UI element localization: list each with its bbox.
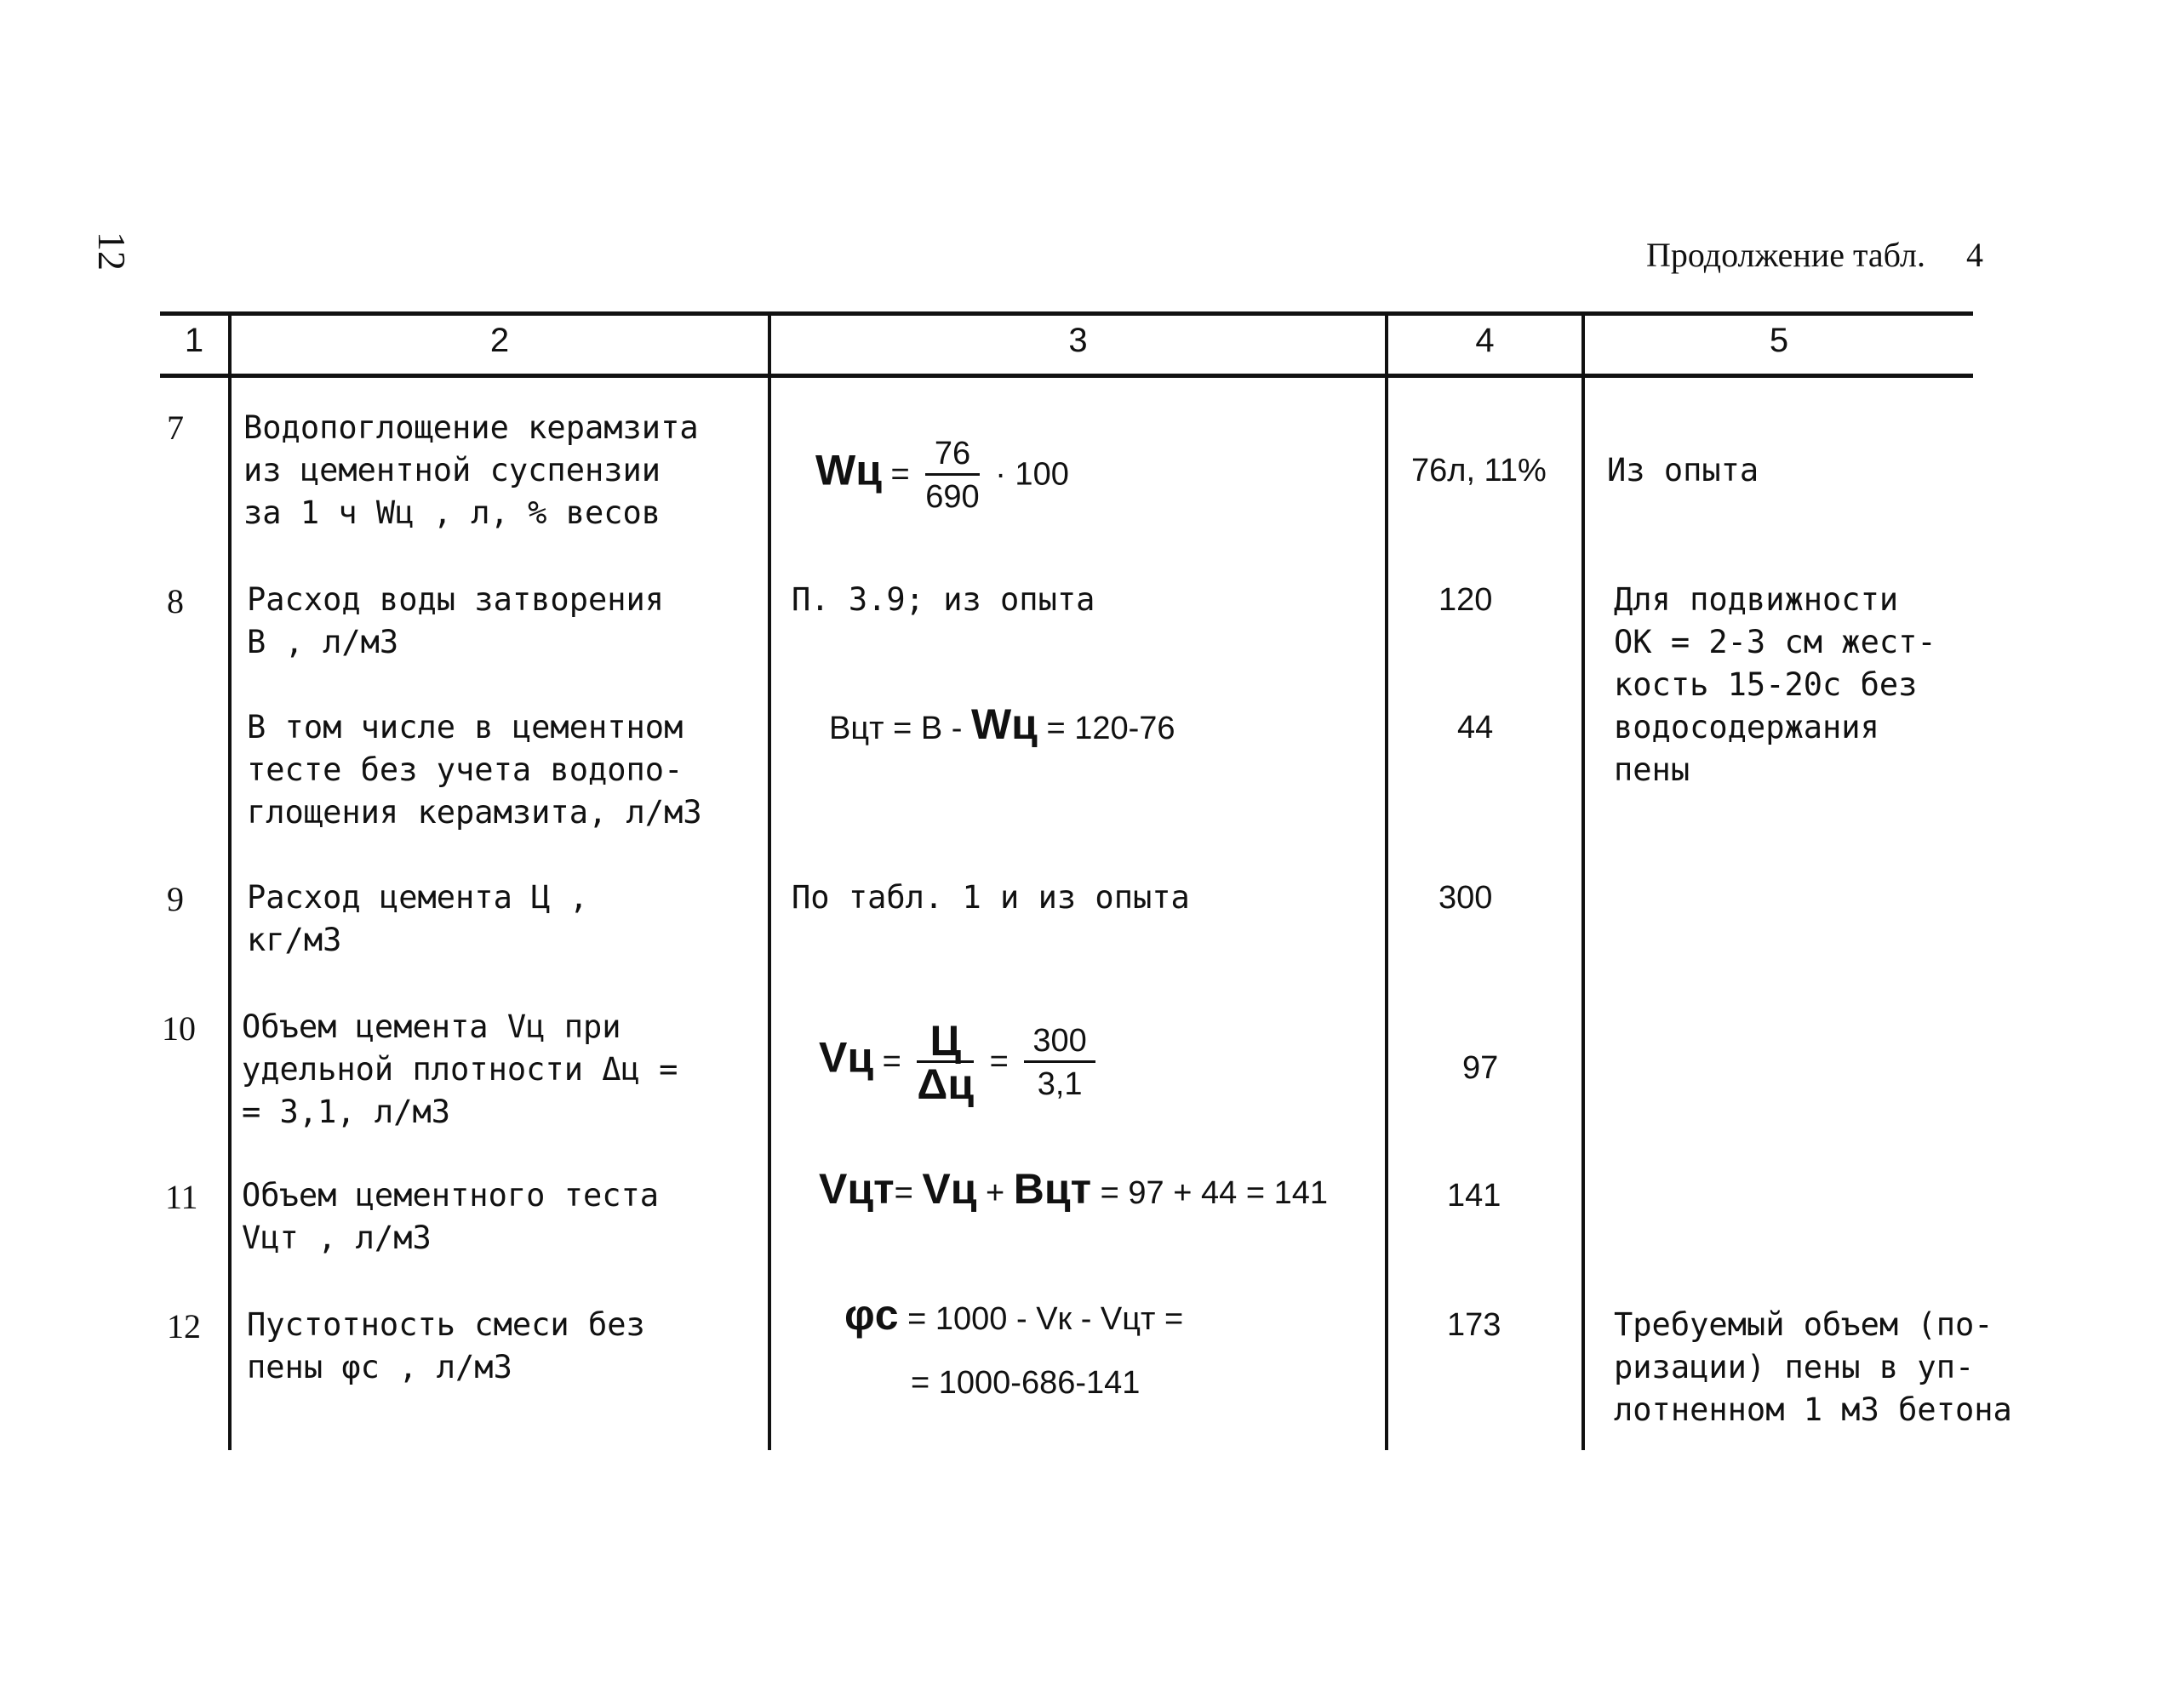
formula-v: Vц (922, 1165, 977, 1213)
page-number: 12 (90, 231, 134, 271)
row-number: 10 (162, 1009, 196, 1048)
row-value: 120 (1438, 582, 1493, 618)
formula-lhs: Vцт (819, 1165, 895, 1213)
fraction-denominator: Δц (917, 1060, 975, 1108)
row-formula: По табл. 1 и из опыта (792, 879, 1190, 916)
formula-lhs: Вцт (829, 711, 884, 746)
row-formula (819, 1165, 1328, 1214)
table-continuation-caption (1646, 235, 1983, 275)
row-number: 11 (165, 1178, 198, 1216)
row-formula (829, 700, 1175, 750)
formula-rest: = 97 + 44 = 141 (1100, 1175, 1328, 1211)
formula-b: Вцт (1013, 1165, 1092, 1213)
row-value: 300 (1438, 880, 1493, 916)
row-formula: Wц = $\frac{76}{690}$ · 100 (815, 434, 1069, 518)
continuation-label: Продолжение табл. (1646, 236, 1925, 274)
formula-lhs: Vц (819, 1033, 874, 1082)
row-number: 12 (167, 1307, 201, 1345)
formula-tail: · 100 (995, 456, 1069, 493)
formula-rest: = 1000 - Vк - Vцт = (907, 1301, 1184, 1337)
formula-w: Wц (970, 700, 1038, 748)
row-description: Объем цемента Vц при удельной плотности Δц = = 3,1, л/м3 (242, 1008, 678, 1130)
table-header-rule (160, 374, 1973, 378)
row-formula (844, 1291, 1184, 1340)
row-value: 141 (1447, 1178, 1501, 1214)
formula-lhs: φс (844, 1291, 899, 1339)
table-number: 4 (1966, 236, 1983, 274)
table-top-rule (160, 311, 1973, 316)
formula-eq: = (894, 1175, 913, 1211)
formula-part: = 120-76 (1046, 711, 1175, 746)
fraction-numerator: 76 (925, 434, 979, 476)
fraction-numerator: 300 (1024, 1021, 1095, 1063)
row-description: Расход воды затворения В , л/м3 (247, 581, 665, 660)
fraction-numerator: Ц (917, 1021, 974, 1063)
row-number: 9 (167, 880, 184, 918)
row-note: Для подвижности ОК = 2-3 см жест- кость 15-20с без водосодержания пены (1614, 581, 1936, 788)
column-divider-1 (228, 315, 232, 1450)
row-value: 76л, 11% (1411, 453, 1547, 488)
row-value: 173 (1447, 1307, 1501, 1343)
row-note: Из опыта (1607, 452, 1759, 488)
row-value: 44 (1457, 710, 1494, 745)
row-formula: Vц = $\frac{Ц}{\Delta ц}$ = $\frac{300}{3,1}$ (819, 1021, 1102, 1105)
row-value: 97 (1462, 1050, 1499, 1086)
fraction-denominator: 3,1 (1037, 1066, 1083, 1102)
row-description: Расход цемента Ц , кг/м3 (247, 879, 588, 958)
header-col-3: 3 (1068, 322, 1088, 359)
header-col-4: 4 (1475, 322, 1495, 359)
row-description: Пустотность смеси без пены φс , л/м3 (247, 1306, 645, 1385)
fraction (917, 1017, 975, 1108)
row-description: В том числе в цементном тесте без учета водопо- глощения керамзита, л/м3 (247, 709, 702, 831)
header-col-2: 2 (489, 322, 510, 359)
formula-plus: + (986, 1175, 1005, 1211)
formula-part: = В - (893, 711, 963, 746)
header-col-1: 1 (184, 322, 204, 359)
column-divider-2 (768, 315, 771, 1450)
row-formula: П. 3.9; из опыта (792, 581, 1095, 618)
fraction (1024, 1021, 1095, 1105)
row-description: Водопоглощение керамзита из цементной суспензии за 1 ч Wц , л, % весов (243, 409, 699, 531)
row-number: 8 (167, 582, 184, 620)
fraction-denominator: 690 (925, 479, 980, 515)
row-note: Требуемый объем (по- ризации) пены в уп- лотненном 1 м3 бетона (1614, 1306, 2012, 1428)
row-formula-line2: = 1000-686-141 (911, 1365, 1141, 1401)
column-divider-4 (1581, 315, 1585, 1450)
header-col-5: 5 (1769, 322, 1789, 359)
fraction (925, 434, 979, 518)
row-number: 7 (167, 408, 184, 447)
column-divider-3 (1385, 315, 1388, 1450)
formula-lhs: Wц (815, 446, 882, 494)
row-description: Объем цементного теста Vцт , л/м3 (242, 1177, 660, 1256)
